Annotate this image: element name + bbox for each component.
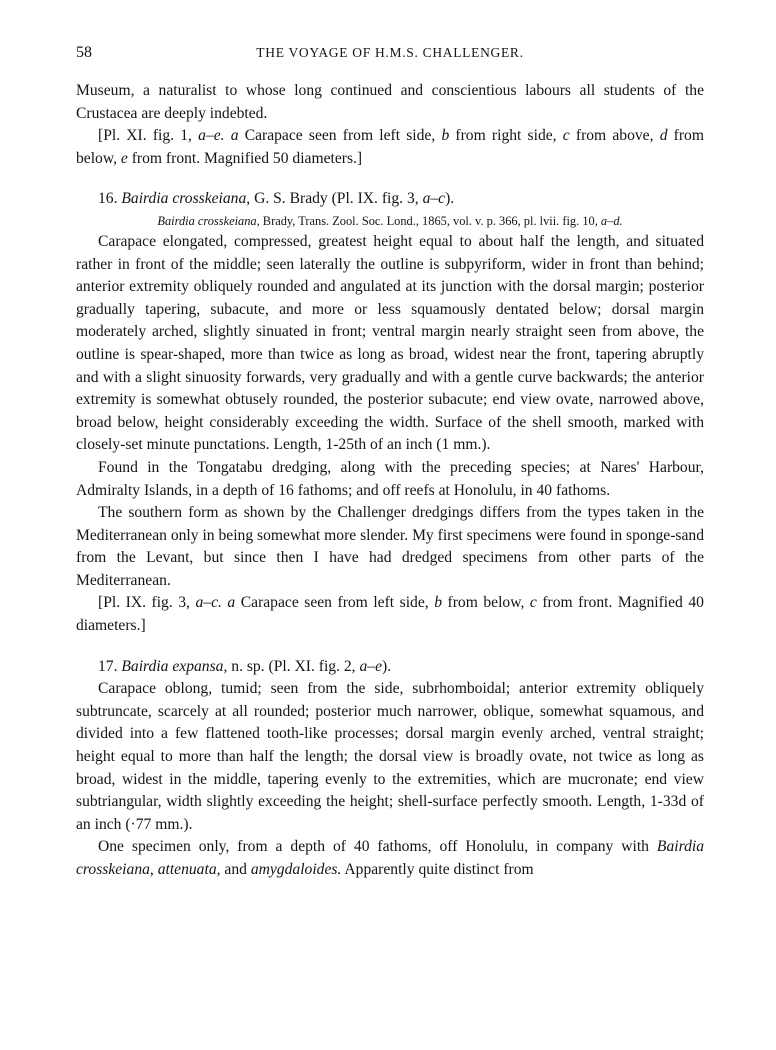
species-close: ). [382, 657, 392, 675]
caption-text: from front. Magnified 40 diameters.] [76, 594, 704, 635]
paragraph-continuation: Museum, a naturalist to whose long continued and conscientious labours all students of the Crustacea are deeply indebted. [76, 82, 704, 122]
reference-name: Bairdia crosskeiana [157, 213, 257, 228]
caption-letters: a–c. [195, 594, 222, 612]
species-16-reference [76, 211, 704, 231]
section-gap [76, 638, 704, 656]
page-header [76, 44, 704, 66]
species-name: Bairdia crosskeiana [121, 190, 247, 208]
specimen-text: One specimen only, from a depth of 40 fathoms, off Honolulu, in company with [98, 838, 657, 856]
caption-text: [Pl. XI. fig. 1, [98, 127, 199, 145]
species-author: , n. sp. (Pl. XI. fig. 2, [223, 657, 360, 675]
caption-text: Carapace seen from left side, [235, 594, 435, 612]
species-16-heading [76, 188, 704, 211]
caption-text: from right side, [449, 127, 563, 145]
caption-letter-c: c [529, 594, 537, 612]
caption-text: [Pl. IX. fig. 3, [98, 594, 196, 612]
caption-letter-a: a [230, 127, 239, 145]
specimen-text: and [220, 861, 251, 878]
species-number: 17. [98, 657, 122, 675]
running-title: THE VOYAGE OF H.M.S. CHALLENGER. [256, 45, 524, 60]
species-close: ). [445, 190, 455, 208]
page-number: 58 [76, 44, 92, 61]
species-16-description: Carapace elongated, compressed, greatest height equal to about half the length, and situated rather in front of the middle; seen laterally the outline is subpyriform, wider in front than behind; anterior extremity obliquely rounded and angulated at its junction with the dorsal margin; posterior gradually tapering, subacute, and more or less squamously dentated below; dorsal margin moderately arched, slightly sinuated in front; ventral margin nearly straight seen from above, the outline is spear-shaped, more than twice as long as broad, widest near the front, tapering abruptly and with a slight sinuosity forwards, very gradually and with a gentle curve backwards; the anterior extremity is somewhat obtusely rounded, the posterior subacute; end view ovate, narrowed above, broad below, height considerably exceeding the width. Surface of the shell smooth, marked with closely-set minute punctations. Length, 1-25th of an inch (1 mm.). [76, 232, 704, 454]
figure-caption-pl-xi-fig-1 [76, 125, 704, 170]
species-number: 16. [98, 190, 122, 208]
species-17-description: Carapace oblong, tumid; seen from the side, subrhomboidal; anterior extremity obliquely subtruncate, scarcely at all rounded; posterior much narrower, oblique, somewhat squamous, and divided into a few flattened tooth-like processes; dorsal margin evenly arched, ventral straight; height equal to more than half the length; the dorsal view is broadly ovate, not twice as long as broad, widest in the middle, tapering evenly to the extremities, which are mucronate; end view subtriangular, width slightly exceeding the height; shell-surface perfectly smooth. Length, 1-33d of an inch (·77 mm.). [76, 680, 704, 833]
caption-text: from front. Magnified 50 diameters.] [127, 149, 363, 167]
specimen-species: Bairdia crosskeiana, attenuata, [76, 838, 704, 878]
species-16-localities: Found in the Tongatabu dredging, along with the preceding species; at Nares' Harbour, Admiralty Islands, in a depth of 16 fathoms; and off reefs at Honolulu, in 40 fathoms. [76, 458, 704, 499]
species-name: Bairdia expansa [121, 657, 224, 675]
caption-letter-b: b [434, 594, 442, 612]
caption-text: from above, [569, 127, 660, 145]
caption-letter-b: b [441, 127, 450, 145]
caption-text: from below, [441, 594, 530, 612]
caption-text: Carapace seen from left side, [238, 127, 442, 145]
species-fig-letters: a–e [359, 657, 382, 675]
species-author: , G. S. Brady (Pl. IX. fig. 3, [246, 190, 423, 208]
reference-fig: a–d. [600, 213, 623, 228]
section-gap [76, 170, 704, 188]
body-text [76, 80, 704, 882]
caption-letter-e: e [120, 149, 128, 167]
caption-letter-c: c [562, 127, 570, 145]
caption-letters: a–e. [198, 127, 225, 145]
caption-letter-a: a [227, 594, 236, 612]
species-17-heading [76, 656, 704, 679]
specimen-text: Apparently quite distinct from [341, 861, 534, 878]
specimen-species: amygdaloides. [250, 861, 342, 878]
species-fig-letters: a–c [422, 190, 446, 208]
caption-letter-d: d [659, 127, 668, 145]
species-16-remarks: The southern form as shown by the Challenger dredgings differs from the types taken in the Mediterranean only in being somewhat more slender. My first specimens were found in sponge-sand from the Levant, but since then I have had dredged specimens from other parts of the Mediterranean. [76, 504, 704, 589]
caption-text: from below, [76, 127, 704, 167]
species-17-specimen [76, 836, 704, 881]
figure-caption-pl-ix-fig-3 [76, 592, 704, 637]
reference-text: , Brady, Trans. Zool. Soc. Lond., 1865, vol. v. p. 366, pl. lvii. fig. 10, [256, 213, 601, 228]
